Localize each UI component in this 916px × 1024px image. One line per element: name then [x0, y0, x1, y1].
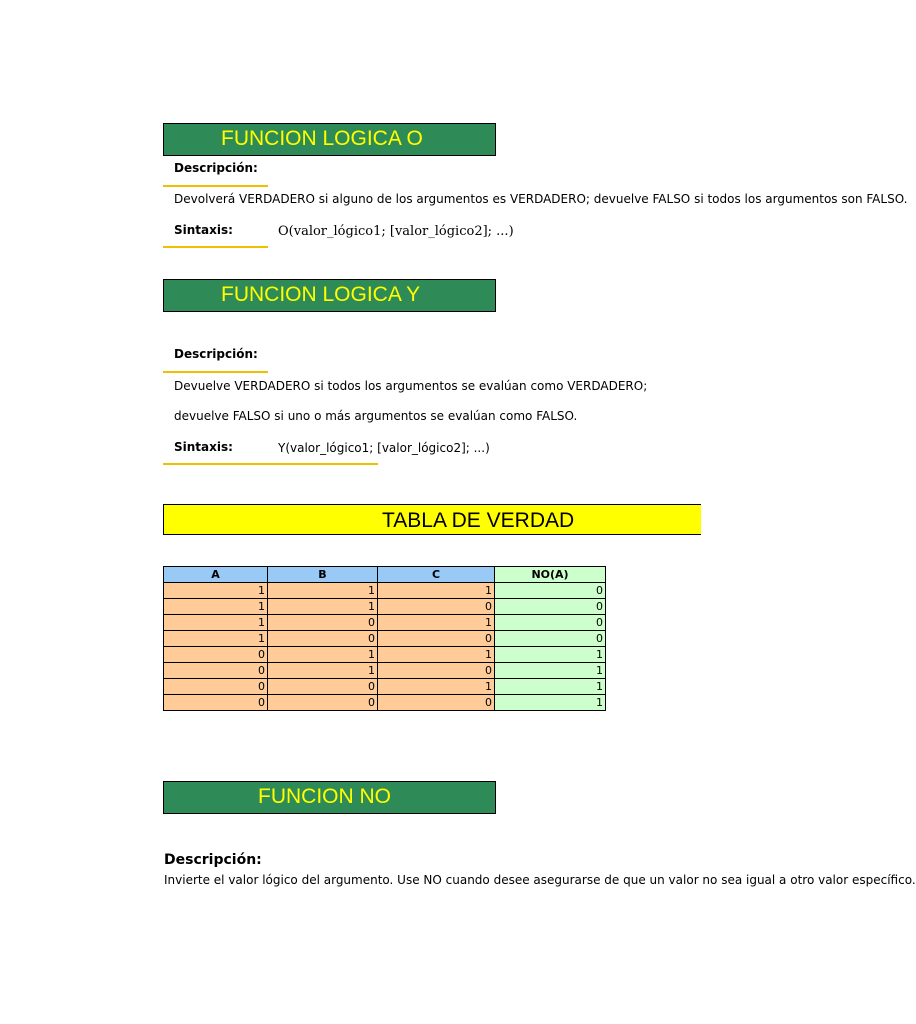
section-no-title-text: FUNCION NO — [258, 785, 391, 808]
truth-table — [163, 566, 606, 711]
section-y-title-text: FUNCION LOGICA Y — [221, 283, 421, 306]
cell-a: 1 — [164, 631, 268, 647]
cell-a: 0 — [164, 663, 268, 679]
cell-c: 0 — [378, 631, 495, 647]
cell-a: 0 — [164, 695, 268, 711]
cell-b: 1 — [268, 663, 378, 679]
table-row — [164, 599, 606, 615]
section-y-sintaxis-underline — [163, 463, 378, 465]
cell-a: 0 — [164, 647, 268, 663]
section-y-title — [163, 279, 496, 312]
cell-b: 1 — [268, 583, 378, 599]
truth-table-title-text: TABLA DE VERDAD — [382, 509, 575, 532]
cell-no-a: 1 — [495, 647, 606, 663]
section-o-descripcion-underline — [163, 185, 268, 187]
cell-c: 0 — [378, 599, 495, 615]
cell-c: 1 — [378, 647, 495, 663]
cell-no-a: 0 — [495, 599, 606, 615]
cell-b: 0 — [268, 695, 378, 711]
cell-b: 0 — [268, 615, 378, 631]
cell-c: 1 — [378, 583, 495, 599]
cell-no-a: 1 — [495, 695, 606, 711]
header-a: A — [164, 567, 268, 583]
table-row — [164, 615, 606, 631]
table-row — [164, 583, 606, 599]
section-y-descripcion-underline — [163, 371, 268, 373]
cell-b: 1 — [268, 599, 378, 615]
cell-no-a: 1 — [495, 663, 606, 679]
cell-no-a: 0 — [495, 583, 606, 599]
cell-b: 0 — [268, 631, 378, 647]
section-no-descripcion-label: Descripción: — [164, 852, 262, 868]
section-o-sintaxis-text: O(valor_lógico1; [valor_lógico2]; ...) — [278, 224, 514, 239]
cell-a: 1 — [164, 583, 268, 599]
cell-c: 1 — [378, 615, 495, 631]
cell-c: 0 — [378, 695, 495, 711]
truth-table-header-row — [164, 567, 606, 583]
section-y-descripcion-line1: Devuelve VERDADERO si todos los argumentos se evalúan como VERDADERO; — [174, 379, 648, 393]
table-row — [164, 631, 606, 647]
section-o-descripcion-label: Descripción: — [174, 161, 258, 175]
cell-b: 1 — [268, 647, 378, 663]
section-y-sintaxis-label: Sintaxis: — [174, 440, 233, 454]
section-o-title — [163, 123, 496, 156]
header-b: B — [268, 567, 378, 583]
section-o-descripcion-text: Devolverá VERDADERO si alguno de los argumentos es VERDADERO; devuelve FALSO si todos los argumentos son FALSO. — [174, 192, 908, 206]
cell-b: 0 — [268, 679, 378, 695]
cell-no-a: 1 — [495, 679, 606, 695]
cell-a: 1 — [164, 599, 268, 615]
truth-table-container — [163, 566, 604, 716]
table-row — [164, 695, 606, 711]
header-no-a: NO(A) — [495, 567, 606, 583]
cell-a: 0 — [164, 679, 268, 695]
truth-table-body — [164, 583, 606, 711]
section-y-descripcion-label: Descripción: — [174, 347, 258, 361]
cell-no-a: 0 — [495, 615, 606, 631]
table-row — [164, 647, 606, 663]
cell-no-a: 0 — [495, 631, 606, 647]
section-y-descripcion-line2: devuelve FALSO si uno o más argumentos se evalúan como FALSO. — [174, 409, 578, 423]
section-y-sintaxis-text: Y(valor_lógico1; [valor_lógico2]; ...) — [278, 441, 490, 455]
table-row — [164, 663, 606, 679]
table-row — [164, 679, 606, 695]
section-o-title-text: FUNCION LOGICA O — [221, 127, 423, 150]
cell-c: 1 — [378, 679, 495, 695]
cell-a: 1 — [164, 615, 268, 631]
header-c: C — [378, 567, 495, 583]
truth-table-title — [163, 504, 701, 535]
section-o-sintaxis-underline — [163, 246, 268, 248]
section-no-descripcion-text: Invierte el valor lógico del argumento. Use NO cuando desee asegurarse de que un valor no sea igual a otro valor específico. — [164, 873, 916, 887]
section-o-sintaxis-label: Sintaxis: — [174, 223, 233, 237]
section-no-title — [163, 781, 496, 814]
cell-c: 0 — [378, 663, 495, 679]
truth-table-title-cellline — [603, 504, 604, 535]
